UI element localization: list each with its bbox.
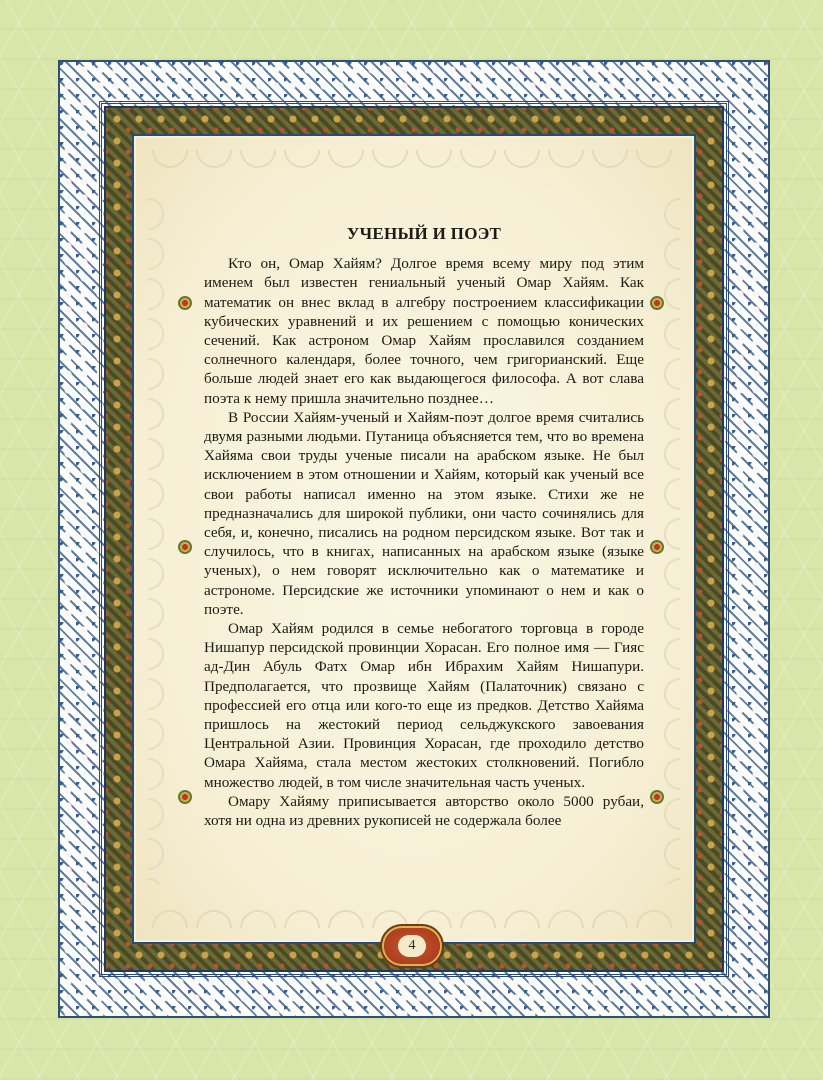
arch-ornament-bottom	[148, 884, 680, 928]
page-number: 4	[398, 935, 426, 957]
flower-ornament	[178, 540, 192, 554]
page-title: УЧЕНЫЙ И ПОЭТ	[346, 224, 502, 243]
arch-ornament-left	[148, 194, 178, 884]
flower-ornament	[650, 296, 664, 310]
paragraph-3: Омар Хайям родился в семье небогатого торговца в городе Нишапур персидской провинции Хорасан. Его полное имя — Гияс ад-Дин Абуль Фатх Омар ибн Ибрахим Хайям Нишапури. Предполагается, что прозвище Хайям (Палаточник) связано с профессией его отца или кого-то еще из предков. Детство Хайяма пришлось на жестокий период сельджукского завоевания Центральной Азии. Провинция Хорасан, где проходило детство Омара Хайяма, стала местом жестоких столкновений. Погибло множество людей, в том числе значительная часть ученых.	[204, 620, 644, 791]
flower-ornament	[650, 790, 664, 804]
article-body	[204, 224, 644, 830]
flower-ornament	[178, 296, 192, 310]
arch-ornament-top	[148, 150, 680, 194]
paragraph-4: Омару Хайяму приписывается авторство около 5000 рубаи, хотя ни одна из древних рукописей не содержала более	[204, 792, 644, 830]
flower-ornament	[178, 790, 192, 804]
paragraph-1: Кто он, Омар Хайям? Долгое время всему миру под этим именем был известен гениальный ученый Омар Хайям. Как математик он внес вклад в алгебру построением классификации кубических уравнений и их решением с помощью конических сечений. Как астроном Омар Хайям прославился созданием солнечного календаря, более точного, чем григорианский. Еще больше людей знает его как выдающегося философа. А вот слава поэта к нему пришла значительно позднее…	[204, 255, 644, 407]
flower-ornament	[650, 540, 664, 554]
paragraph-2: В России Хайям-ученый и Хайям-поэт долгое время считались двумя разными людьми. Путаница объясняется тем, что во времена Хайяма свои труды ученые писали на арабском языке. Не был исключением в этом отношении и Хайям, который как ученый все свои работы написал именно на этом языке. Стихи же не предназначались для широкой публики, они часто сочинялись для себя, и, конечно, писались на родном персидском языке. Вот так и случилось, что в книгах, написанных на арабском языке (языке ученых), о нем говорят исключительно как о математике и астрономе. Персидские же источники упоминают о нем и как о поэте.	[204, 408, 644, 618]
